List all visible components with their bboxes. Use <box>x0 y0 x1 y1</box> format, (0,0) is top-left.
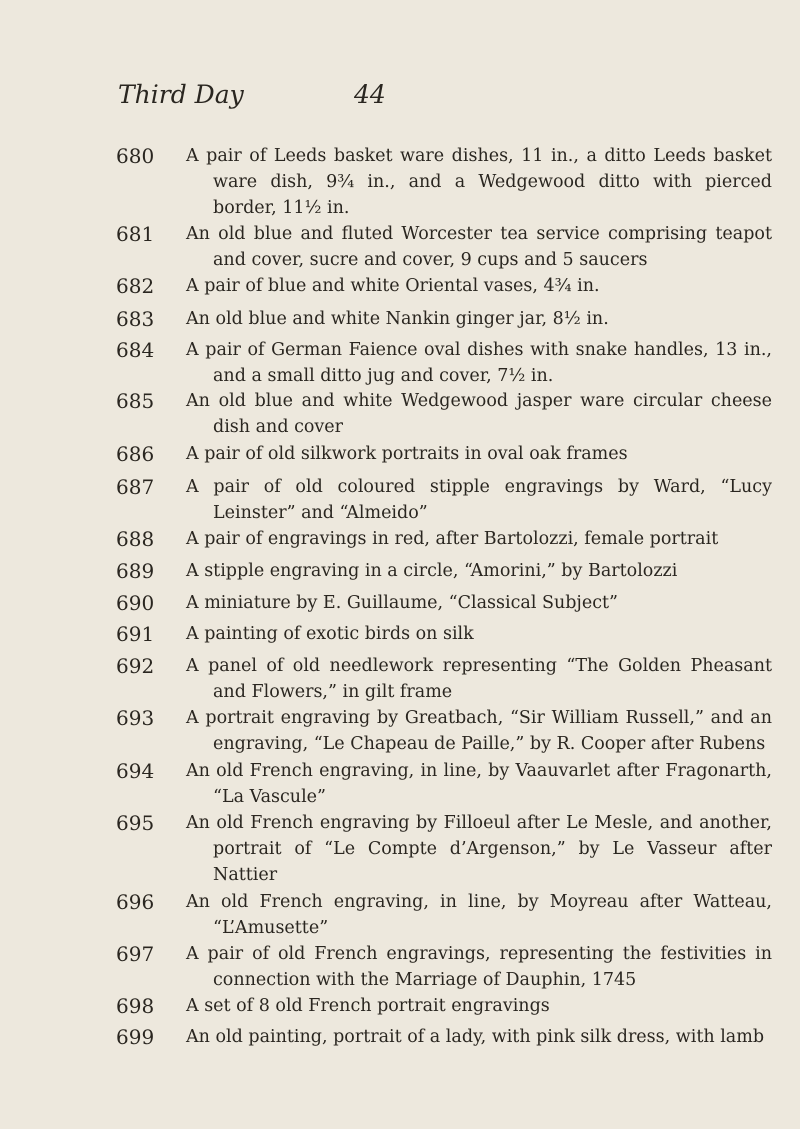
lot-description: A panel of old needlework representing “The Golden Pheasant and Flowers,” in gilt frame <box>186 656 772 702</box>
page-number: 44 <box>354 80 386 109</box>
lot-description: A pair of engravings in red, after Bartolozzi, female portrait <box>186 529 719 549</box>
lot-description: An old blue and fluted Worcester tea service comprising teapot and cover, sucre and cover, 9 cups and 5 saucers <box>186 224 772 270</box>
lot-number: 690 <box>116 591 155 615</box>
lot-number: 685 <box>116 389 155 413</box>
lot-number: 687 <box>116 475 155 499</box>
lot-description: A pair of blue and white Oriental vases, 4¾ in. <box>186 276 600 296</box>
lot-description: An old blue and white Nankin ginger jar, 8½ in. <box>186 309 609 329</box>
lot-number: 695 <box>116 811 155 835</box>
lot-description: A pair of old French engravings, representing the festivities in connection with the Marriage of Dauphin, 1745 <box>186 944 772 990</box>
lot-number: 699 <box>116 1025 155 1049</box>
lot-description: A miniature by E. Guillaume, “Classical Subject” <box>186 593 618 613</box>
lot-number: 683 <box>116 307 155 331</box>
lot-number: 684 <box>116 338 155 362</box>
lot-number: 694 <box>116 759 155 783</box>
lot-description: A painting of exotic birds on silk <box>186 624 474 644</box>
lot-description: A pair of old coloured stipple engravings by Ward, “Lucy Leinster” and “Almeido” <box>186 477 772 523</box>
lot-number: 692 <box>116 654 155 678</box>
lot-description: A pair of Leeds basket ware dishes, 11 in., a ditto Leeds basket ware dish, 9¾ in., and a Wedgewood ditto with pierced border, 11½ in. <box>186 146 772 218</box>
lot-number: 688 <box>116 527 155 551</box>
lot-description: An old French engraving, in line, by Moyreau after Watteau, “L’Amusette” <box>186 892 772 938</box>
lot-number: 693 <box>116 706 155 730</box>
lot-number: 689 <box>116 559 155 583</box>
lot-number: 686 <box>116 442 155 466</box>
lot-number: 681 <box>116 222 155 246</box>
lot-number: 682 <box>116 274 155 298</box>
lot-description: An old French engraving by Filloeul after Le Mesle, and another, portrait of “Le Compte d’Argenson,” by Le Vasseur after Nattier <box>186 813 772 885</box>
lot-number: 696 <box>116 890 155 914</box>
lot-number: 698 <box>116 994 155 1018</box>
lot-number: 697 <box>116 942 155 966</box>
lot-description: An old blue and white Wedgewood jasper ware circular cheese dish and cover <box>186 391 772 437</box>
lot-description: A pair of old silkwork portraits in oval oak frames <box>186 444 628 464</box>
lot-number: 691 <box>116 622 155 646</box>
lot-description: A portrait engraving by Greatbach, “Sir William Russell,” and an engraving, “Le Chapeau de Paille,” by R. Cooper after Rubens <box>186 708 772 754</box>
lot-number: 680 <box>116 144 155 168</box>
lot-description: An old French engraving, in line, by Vaauvarlet after Fragonarth, “La Vascule” <box>186 761 772 807</box>
lot-description: A stipple engraving in a circle, “Amorini,” by Bartolozzi <box>186 561 678 581</box>
lot-description: A set of 8 old French portrait engravings <box>186 996 550 1016</box>
lot-description: An old painting, portrait of a lady, with pink silk dress, with lamb <box>186 1027 765 1047</box>
lot-description: A pair of German Faience oval dishes with snake handles, 13 in., and a small ditto jug and cover, 7½ in. <box>186 340 772 386</box>
sale-day: Third Day <box>118 80 244 109</box>
